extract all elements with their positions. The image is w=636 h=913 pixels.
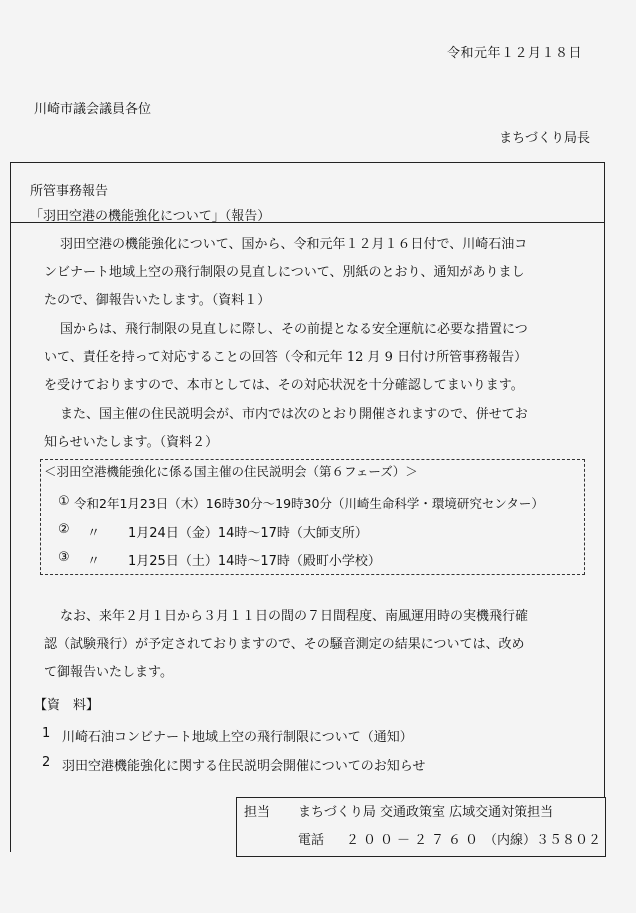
meeting-2-number: ② [58,522,70,537]
meeting-2-ditto: 〃 [87,526,101,541]
paragraph-2-line-1: 国からは、飛行制限の見直しに際し、その前提となる安全運航に必要な措置につ [60,322,528,337]
contact-label: 担当 [244,805,271,820]
contact-department: まちづくり局 交通政策室 広域交通対策担当 [298,805,554,820]
paragraph-4-line-2: 認（試験飛行）が予定されておりますので、その騒音測定の結果については、改め [44,637,525,652]
paragraph-3-line-2: 知らせいたします。（資料２） [44,435,219,450]
material-2-number: 2 [42,755,51,770]
meeting-1-number: ① [58,494,70,509]
addressee: 川崎市議会議員各位 [34,102,152,117]
paragraph-4-line-1: なお、来年２月１日から３月１１日の間の７日間程度、南風運用時の実機飛行確 [60,609,529,624]
meeting-2-text: 1月24日（金）14時～17時（大師支所） [128,526,368,541]
meeting-3-number: ③ [58,550,70,565]
paragraph-1-line-2: ンビナート地域上空の飛行制限の見直しについて、別紙のとおり、通知がありまし [44,265,525,280]
paragraph-1-line-3: たので、御報告いたします。（資料１） [44,293,271,308]
paragraph-3-line-1: また、国主催の住民説明会が、市内では次のとおり開催されますので、併せてお [60,407,528,422]
phone-extension: （内線）３５８０２ [484,833,602,848]
material-2-text: 羽田空港機能強化に関する住民説明会開催についてのお知らせ [62,759,426,774]
meeting-1-text: 令和2年1月23日（木）16時30分～19時30分（川崎生命科学・環境研究センター） [74,496,544,511]
report-date: 令和元年１２月１８日 [446,46,582,61]
paragraph-4-line-3: て御報告いたします。 [44,665,173,680]
material-1-text: 川崎石油コンビナート地域上空の飛行制限について（通知） [62,730,413,745]
material-1-number: 1 [42,726,51,741]
paragraph-1-line-1: 羽田空港の機能強化について、国から、令和元年１２月１６日付で、川崎石油コ [60,237,528,252]
report-title: 「羽田空港の機能強化について」（報告） [30,209,271,224]
sender: まちづくり局長 [499,131,590,146]
paragraph-2-line-3: を受けておりますので、本市としては、その対応状況を十分確認してまいります。 [44,378,524,393]
phone-number: ２００－２７６０ [346,833,483,848]
paragraph-2-line-2: いて、責任を持って対応することの回答（令和元年 12 月 9 日付け所管事務報告） [44,350,528,365]
meeting-3-text: 1月25日（土）14時～17時（殿町小学校） [128,554,381,569]
meetings-title: ＜羽田空港機能強化に係る国主催の住民説明会（第６フェーズ）＞ [44,464,418,479]
phone-label: 電話 [298,833,325,848]
materials-heading: 【資 料】 [34,698,100,713]
report-category: 所管事務報告 [30,184,109,199]
meeting-3-ditto: 〃 [87,554,101,569]
